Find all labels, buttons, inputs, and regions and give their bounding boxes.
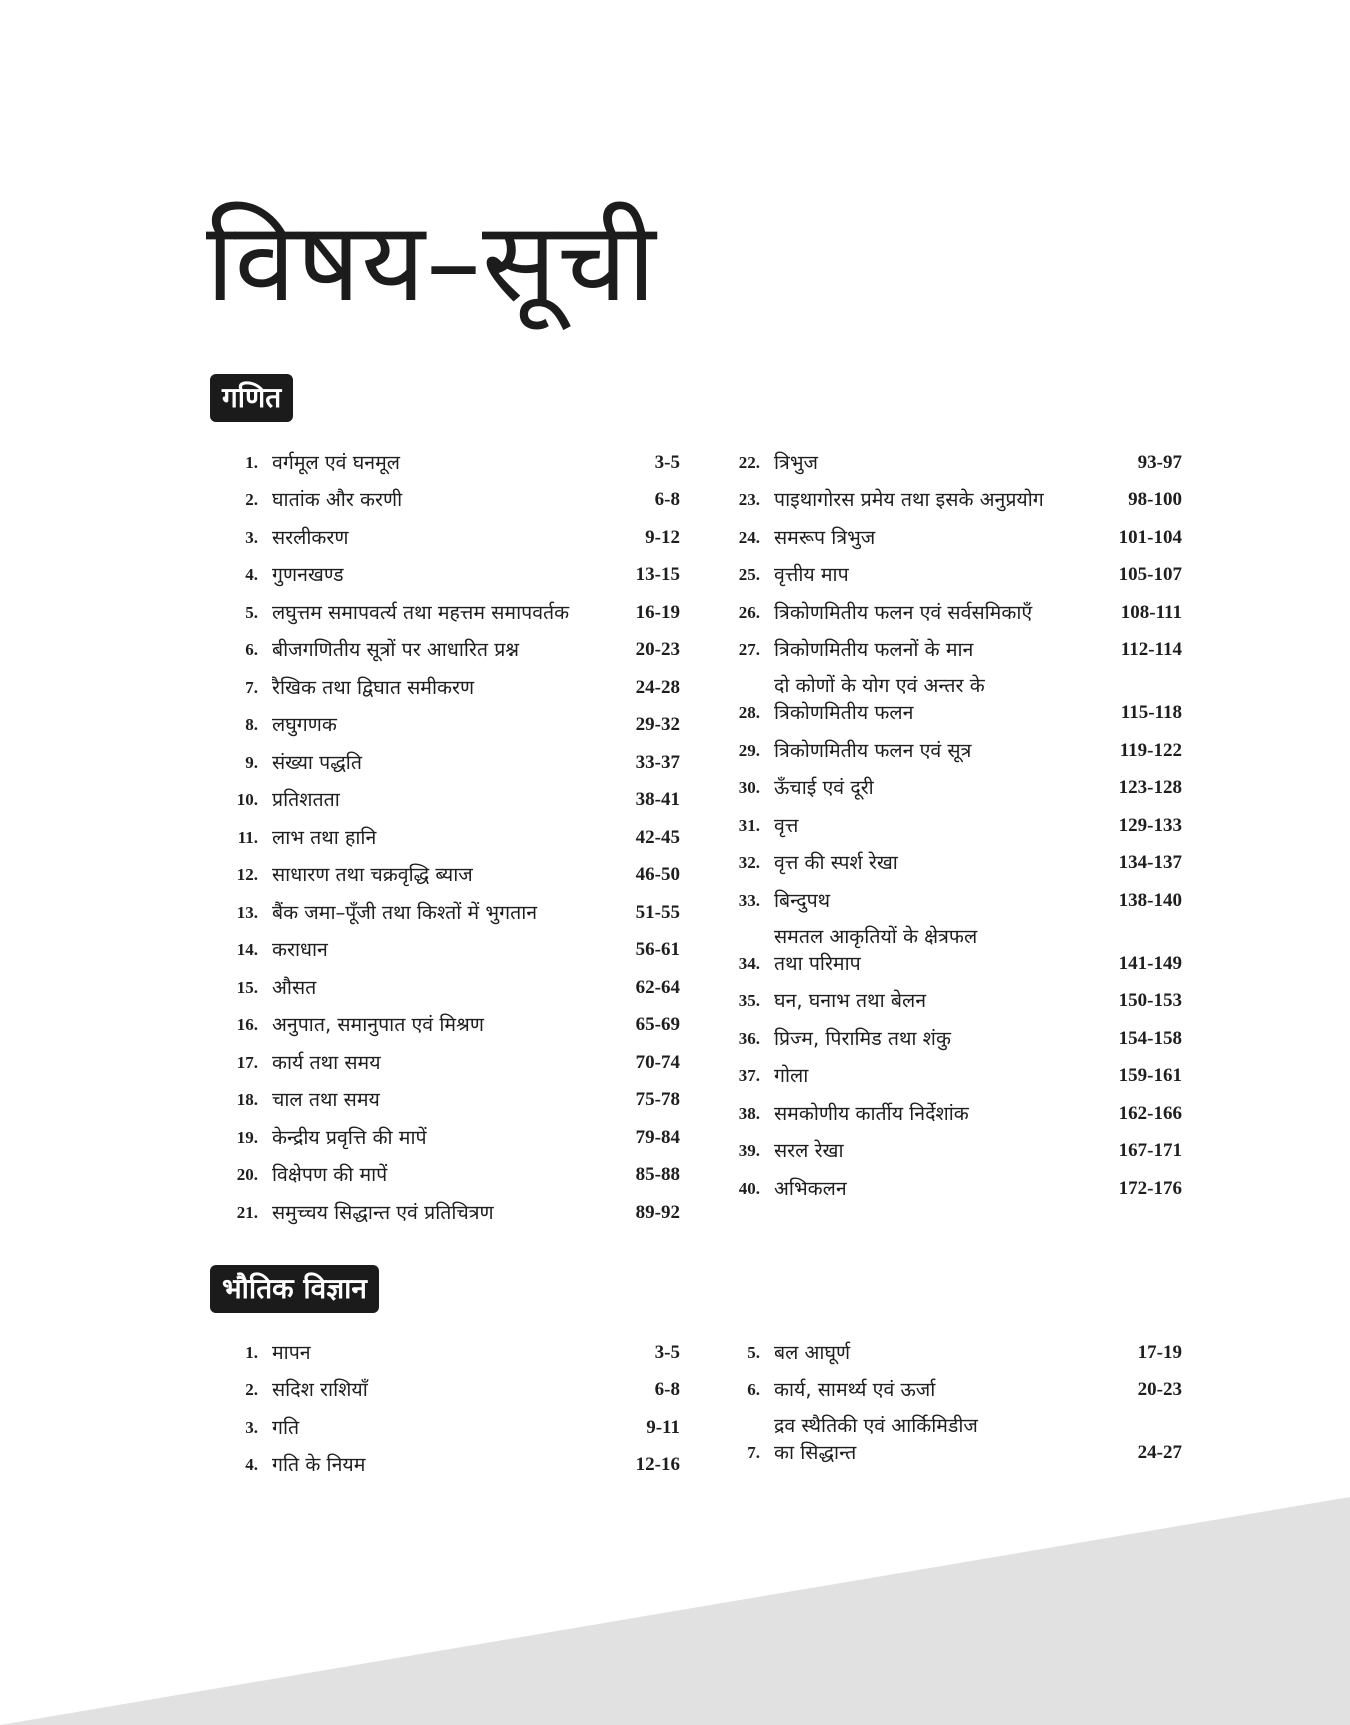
toc-entry-title <box>272 1414 610 1443</box>
toc-entry-title-line: त्रिकोणमितीय फलन एवं सर्वसमिकाएँ <box>774 600 1033 624</box>
toc-entry-title <box>272 1161 610 1190</box>
toc-entry-title-line: प्रतिशतता <box>272 788 340 811</box>
toc-entry-title <box>272 749 610 778</box>
toc-entry-title <box>774 1100 1112 1129</box>
toc-entry-title <box>774 737 1112 766</box>
toc-entry-title <box>272 711 610 740</box>
toc-entry-title-line: समतल आकृतियों के क्षेत्रफल <box>774 924 978 948</box>
toc-entry-pages: 24-27 <box>1137 1442 1182 1463</box>
toc-entry-title-line: मापन <box>272 1340 311 1364</box>
toc-entry-title <box>272 1339 610 1368</box>
toc-entry-title-line: सरलीकरण <box>272 525 349 549</box>
toc-entry <box>728 628 1182 666</box>
toc-entry-title <box>774 486 1112 515</box>
toc-entry-pages: 17-19 <box>1137 1341 1182 1363</box>
toc-entry-title <box>774 672 1112 728</box>
toc-entry-pages: 129-133 <box>1118 814 1182 836</box>
toc-entry-title-line: वर्गमूल एवं घनमूल <box>272 450 400 474</box>
toc-entry <box>226 1115 680 1153</box>
toc-entry-title-line: का सिद्धान्त <box>774 1441 857 1464</box>
toc-entry-pages: 115-118 <box>1120 702 1182 723</box>
toc-entry-title-line: लघुगणक <box>272 713 337 736</box>
toc-entry-number: 36. <box>738 1028 760 1048</box>
toc-entry-number: 40. <box>738 1178 760 1198</box>
toc-entry-pages: 141-149 <box>1118 952 1182 974</box>
toc-entry <box>728 1091 1182 1129</box>
toc-entry-number: 30. <box>738 778 760 797</box>
toc-entry-pages: 13-15 <box>635 564 680 585</box>
toc-entry-title-line: पाइथागोरस प्रमेय तथा इसके अनुप्रयोग <box>774 488 1044 511</box>
toc-column-left <box>226 1330 680 1480</box>
toc-entry-title <box>774 1175 1112 1204</box>
toc-entry-pages: 159-161 <box>1118 1065 1182 1086</box>
toc-entry-title <box>774 1376 1112 1405</box>
toc-entry-number: 21. <box>236 1202 258 1222</box>
toc-entry <box>728 478 1182 516</box>
toc-entry-title-line: वृत्तीय माप <box>774 563 849 586</box>
toc-entry-title-line: केन्द्रीय प्रवृत्ति की मापें <box>272 1125 427 1149</box>
toc-entry-pages: 79-84 <box>635 1126 680 1148</box>
toc-entry-number: 1. <box>245 452 258 472</box>
toc-entry-number: 4. <box>245 1455 258 1474</box>
toc-entry-number: 31. <box>738 815 760 835</box>
toc-entry-title-line: तथा परिमाप <box>774 951 861 975</box>
toc-entry-pages: 56-61 <box>635 939 680 960</box>
toc-entry-number: 7. <box>747 1443 760 1462</box>
toc-entry <box>728 590 1182 628</box>
toc-entry-pages: 105-107 <box>1118 564 1182 585</box>
toc-entry-title-line: त्रिकोणमितीय फलनों के मान <box>774 638 974 661</box>
toc-column-left <box>226 440 680 1228</box>
toc-entry-number: 19. <box>236 1127 258 1147</box>
toc-entry-pages: 134-137 <box>1118 852 1182 873</box>
toc-entry-title-line: घन, घनाभ तथा बेलन <box>774 989 927 1012</box>
toc-entry-title-line: बैंक जमा–पूँजी तथा किश्तों में भुगतान <box>272 900 538 924</box>
toc-entry-number: 33. <box>738 890 760 910</box>
toc-entry-number: 29. <box>738 740 760 760</box>
toc-entry-title-line: लाभ तथा हानि <box>272 825 377 849</box>
toc-entry-title <box>272 524 610 553</box>
toc-entry <box>226 890 680 928</box>
toc-entry-title-line: लघुत्तम समापवर्त्य तथा महत्तम समापवर्तक <box>272 600 570 624</box>
toc-entry-pages: 112-114 <box>1120 639 1182 660</box>
toc-entry-title <box>774 561 1112 590</box>
toc-entry-number: 5. <box>245 602 258 622</box>
toc-entry-title <box>272 824 610 853</box>
toc-entry-title <box>774 1062 1112 1091</box>
toc-entry <box>226 478 680 516</box>
toc-entry-pages: 3-5 <box>654 1341 680 1363</box>
toc-entry-title-line: द्रव स्थैतिकी एवं आर्किमिडीज <box>774 1414 978 1437</box>
toc-entry <box>226 1153 680 1191</box>
toc-entry-pages: 51-55 <box>635 901 680 923</box>
toc-entry-number: 37. <box>738 1066 760 1085</box>
toc-entry-number: 2. <box>245 490 258 509</box>
toc-entry-title <box>774 1339 1112 1368</box>
toc-entry-title <box>774 599 1112 628</box>
toc-entry <box>728 841 1182 879</box>
toc-entry-title <box>774 1137 1112 1166</box>
toc-entry-title <box>272 936 610 965</box>
toc-entry-title <box>272 1049 610 1078</box>
toc-entry-title <box>272 674 610 703</box>
toc-entry-number: 4. <box>245 565 258 584</box>
toc-entry-title-line: वृत्त <box>774 813 799 837</box>
toc-entry-pages: 65-69 <box>635 1014 680 1035</box>
toc-entry-title <box>774 849 1112 878</box>
toc-entry-number: 1. <box>245 1342 258 1362</box>
toc-entry-title-line: सरल रेखा <box>774 1139 844 1162</box>
toc-entry <box>226 665 680 703</box>
toc-entry-title-line: रैखिक तथा द्विघात समीकरण <box>272 675 475 699</box>
toc-entry-number: 34. <box>738 953 760 973</box>
toc-entry <box>728 1405 1182 1468</box>
toc-entry-title-line: समकोणीय कार्तीय निर्देशांक <box>774 1101 969 1125</box>
toc-entry <box>226 1190 680 1228</box>
toc-entry-number: 12. <box>236 865 258 884</box>
toc-entry-title-line: वृत्त की स्पर्श रेखा <box>774 851 898 874</box>
toc-entry-title <box>272 486 610 515</box>
toc-entry-title-line: अभिकलन <box>774 1176 847 1200</box>
section-heading: भौतिक विज्ञान <box>210 1265 379 1313</box>
toc-entry-number: 16. <box>236 1015 258 1034</box>
toc-entry-pages: 38-41 <box>635 789 680 810</box>
toc-entry <box>226 703 680 741</box>
toc-entry-number: 28. <box>738 703 760 722</box>
toc-entry <box>226 778 680 816</box>
toc-entry-number: 26. <box>738 602 760 622</box>
toc-entry-number: 3. <box>245 527 258 547</box>
toc-entry <box>728 665 1182 728</box>
toc-entry-title <box>774 449 1112 478</box>
toc-entry-title-line: समुच्चय सिद्धान्त एवं प्रतिचित्रण <box>272 1200 494 1224</box>
toc-entry-number: 11. <box>237 827 258 847</box>
toc-entry-title <box>272 974 610 1003</box>
toc-entry <box>728 979 1182 1017</box>
toc-entry-number: 7. <box>245 677 258 697</box>
toc-entry-number: 9. <box>245 752 258 772</box>
toc-entry <box>728 515 1182 553</box>
toc-entry-title <box>272 899 610 928</box>
toc-entry-title-line: गुणनखण्ड <box>272 563 344 586</box>
toc-entry-number: 38. <box>738 1103 760 1123</box>
toc-entry-pages: 42-45 <box>635 826 680 848</box>
toc-entry <box>728 1368 1182 1406</box>
toc-entry <box>728 440 1182 478</box>
toc-entry-pages: 70-74 <box>635 1051 680 1073</box>
toc-entry-number: 8. <box>245 715 258 734</box>
toc-entry-title <box>774 774 1112 803</box>
toc-entry-title <box>774 812 1112 841</box>
toc-entry <box>728 766 1182 804</box>
toc-entry-title <box>774 1025 1112 1054</box>
toc-entry-title-line: कराधान <box>272 938 328 961</box>
toc-entry-title-line: त्रिभुज <box>774 450 818 474</box>
toc-entry-title-line: त्रिकोणमितीय फलन <box>774 701 914 724</box>
toc-entry-number: 15. <box>236 977 258 997</box>
toc-entry-pages: 101-104 <box>1118 526 1182 548</box>
toc-entry-number: 2. <box>245 1380 258 1399</box>
toc-entry <box>226 1368 680 1406</box>
toc-column-right <box>728 1330 1182 1468</box>
toc-entry-title-line: संख्या पद्धति <box>272 750 362 774</box>
toc-entry <box>226 815 680 853</box>
toc-entry-title <box>774 524 1112 553</box>
toc-entry <box>226 965 680 1003</box>
toc-entry <box>226 1078 680 1116</box>
toc-entry-pages: 6-8 <box>654 489 680 510</box>
toc-entry <box>226 1003 680 1041</box>
toc-entry <box>226 1443 680 1481</box>
toc-entry-number: 23. <box>738 490 760 509</box>
toc-entry <box>226 553 680 591</box>
toc-entry-title-line: दो कोणों के योग एवं अन्तर के <box>774 674 985 697</box>
toc-entry-number: 18. <box>236 1090 258 1109</box>
page-title: विषय–सूची <box>206 198 657 326</box>
toc-entry-title <box>774 923 1112 979</box>
toc-entry-number: 20. <box>236 1165 258 1184</box>
toc-entry-title-line: गति <box>272 1415 300 1439</box>
toc-entry <box>728 1330 1182 1368</box>
toc-entry-number: 39. <box>738 1141 760 1160</box>
toc-entry <box>728 1166 1182 1204</box>
toc-entry-pages: 98-100 <box>1128 489 1182 510</box>
toc-entry-title-line: गति के नियम <box>272 1453 366 1476</box>
toc-entry <box>728 1129 1182 1167</box>
toc-entry-title-line: विक्षेपण की मापें <box>272 1163 388 1186</box>
toc-entry-pages: 162-166 <box>1118 1102 1182 1124</box>
toc-entry-title-line: सदिश राशियाँ <box>272 1378 368 1401</box>
toc-entry-pages: 46-50 <box>635 864 680 885</box>
toc-entry-pages: 119-122 <box>1119 739 1182 761</box>
toc-entry-pages: 167-171 <box>1118 1140 1182 1161</box>
toc-entry <box>226 515 680 553</box>
toc-entry-title <box>272 599 610 628</box>
toc-entry-title <box>272 1124 610 1153</box>
toc-entry <box>226 740 680 778</box>
toc-entry-number: 10. <box>236 790 258 809</box>
toc-entry-number: 22. <box>738 452 760 472</box>
toc-entry <box>728 1016 1182 1054</box>
toc-entry-pages: 75-78 <box>635 1089 680 1110</box>
toc-entry-pages: 85-88 <box>635 1164 680 1185</box>
toc-entry-pages: 172-176 <box>1118 1177 1182 1199</box>
toc-entry-pages: 108-111 <box>1120 601 1182 623</box>
toc-entry-title-line: समरूप त्रिभुज <box>774 525 876 549</box>
toc-entry-pages: 89-92 <box>635 1201 680 1223</box>
toc-entry-title <box>272 1086 610 1115</box>
toc-entry-number: 27. <box>738 640 760 659</box>
toc-entry-title-line: गोला <box>774 1064 809 1087</box>
toc-entry-number: 3. <box>245 1417 258 1437</box>
toc-entry-title <box>272 1199 610 1228</box>
toc-entry-number: 5. <box>747 1342 760 1362</box>
toc-entry-number: 14. <box>236 940 258 959</box>
toc-entry-title-line: बिन्दुपथ <box>774 888 831 912</box>
toc-entry-pages: 93-97 <box>1137 451 1182 473</box>
toc-entry <box>226 1040 680 1078</box>
toc-entry-title <box>272 561 610 590</box>
toc-entry-title <box>272 786 610 815</box>
toc-entry-pages: 62-64 <box>635 976 680 998</box>
toc-entry-pages: 29-32 <box>635 714 680 735</box>
toc-entry <box>226 1405 680 1443</box>
toc-entry-pages: 6-8 <box>654 1379 680 1400</box>
toc-entry <box>226 853 680 891</box>
toc-entry-pages: 150-153 <box>1118 990 1182 1011</box>
toc-entry-title <box>272 449 610 478</box>
toc-entry-pages: 20-23 <box>1137 1379 1182 1400</box>
toc-entry-title <box>774 1412 1112 1468</box>
toc-entry-pages: 16-19 <box>635 601 680 623</box>
toc-entry-title-line: औसत <box>272 975 317 999</box>
toc-entry-pages: 138-140 <box>1118 889 1182 911</box>
toc-entry-number: 32. <box>738 853 760 872</box>
toc-entry-title <box>272 1376 610 1405</box>
toc-entry-number: 35. <box>738 991 760 1010</box>
toc-entry-number: 17. <box>236 1052 258 1072</box>
toc-entry-title <box>272 1011 610 1040</box>
toc-entry-number: 6. <box>747 1380 760 1399</box>
toc-entry-pages: 33-37 <box>635 751 680 773</box>
toc-entry <box>728 803 1182 841</box>
toc-entry-pages: 154-158 <box>1118 1027 1182 1049</box>
toc-entry-title-line: साधारण तथा चक्रवृद्धि ब्याज <box>272 863 473 886</box>
section-heading: गणित <box>210 374 293 422</box>
toc-entry-title <box>272 1451 610 1480</box>
toc-entry-title <box>774 987 1112 1016</box>
toc-entry <box>728 1054 1182 1092</box>
toc-entry-title-line: अनुपात, समानुपात एवं मिश्रण <box>272 1013 484 1036</box>
toc-entry <box>226 628 680 666</box>
toc-entry-pages: 123-128 <box>1118 777 1182 798</box>
toc-entry-title <box>774 636 1112 665</box>
toc-entry-number: 13. <box>236 902 258 922</box>
toc-entry-number: 6. <box>245 640 258 659</box>
toc-entry-pages: 9-12 <box>645 526 680 548</box>
toc-entry <box>728 728 1182 766</box>
toc-entry-title-line: कार्य, सामर्थ्य एवं ऊर्जा <box>774 1378 936 1401</box>
toc-entry-title <box>272 861 610 890</box>
toc-entry-title-line: कार्य तथा समय <box>272 1050 381 1074</box>
toc-entry-pages: 20-23 <box>635 639 680 660</box>
toc-entry <box>728 916 1182 979</box>
toc-entry-title-line: ऊँचाई एवं दूरी <box>774 776 874 799</box>
toc-entry-title-line: बीजगणितीय सूत्रों पर आधारित प्रश्न <box>272 638 520 661</box>
toc-entry-pages: 12-16 <box>635 1454 680 1475</box>
toc-entry <box>728 553 1182 591</box>
toc-entry-title <box>774 887 1112 916</box>
toc-entry-number: 24. <box>738 527 760 547</box>
toc-entry <box>226 1330 680 1368</box>
toc-entry <box>226 590 680 628</box>
toc-entry <box>226 928 680 966</box>
toc-entry <box>226 440 680 478</box>
toc-entry <box>728 878 1182 916</box>
toc-column-right <box>728 440 1182 1204</box>
toc-entry-pages: 9-11 <box>646 1416 680 1438</box>
toc-entry-title-line: बल आघूर्ण <box>774 1340 851 1364</box>
toc-entry-title-line: चाल तथा समय <box>272 1088 380 1111</box>
toc-entry-title-line: त्रिकोणमितीय फलन एवं सूत्र <box>774 738 972 762</box>
toc-entry-pages: 24-28 <box>635 676 680 698</box>
toc-entry-pages: 3-5 <box>654 451 680 473</box>
toc-entry-number: 25. <box>738 565 760 584</box>
toc-entry-title-line: प्रिज्म, पिरामिड तथा शंकु <box>774 1026 951 1050</box>
toc-entry-title <box>272 636 610 665</box>
toc-entry-title-line: घातांक और करणी <box>272 488 403 511</box>
